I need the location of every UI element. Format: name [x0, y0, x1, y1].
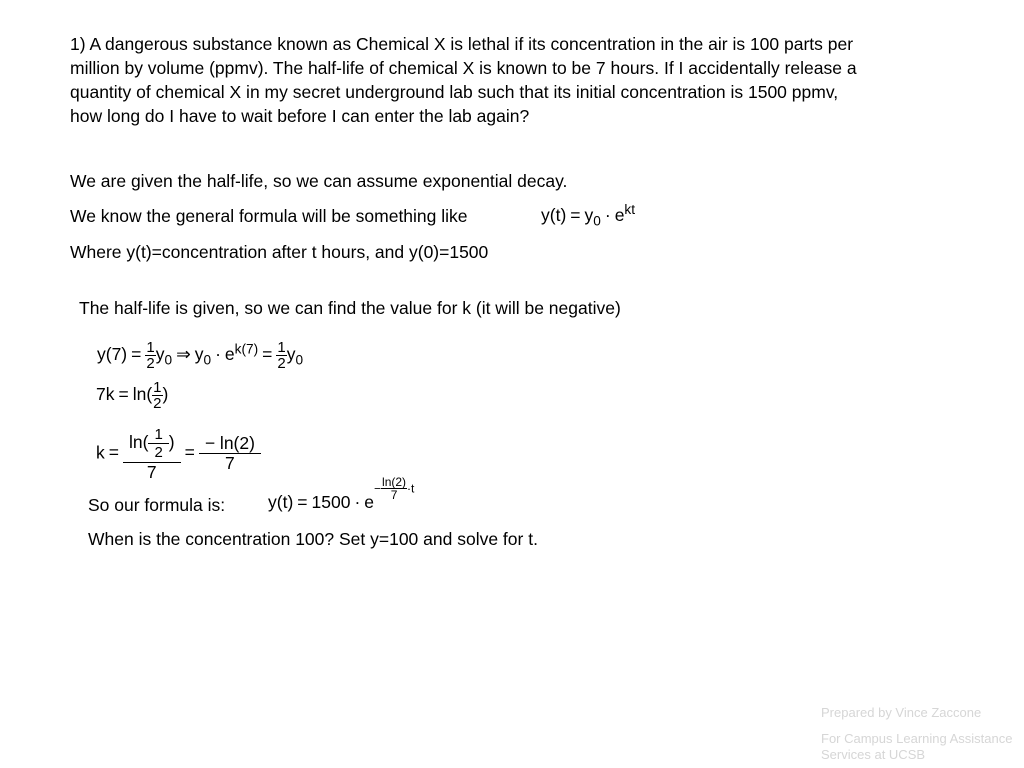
ln-open: ln( [132, 384, 153, 405]
problem-statement [70, 32, 1000, 128]
eq3-lhs: k [96, 442, 105, 463]
ln-close: ) [162, 384, 169, 405]
y-var: y [155, 344, 165, 365]
denominator: 7 [199, 453, 261, 474]
eq2-lhs: 7k [96, 384, 115, 405]
eq1-lhs: y(7) [97, 344, 128, 365]
numerator: 1 [154, 426, 163, 443]
one-half-fraction [152, 380, 162, 411]
general-formula [541, 202, 636, 229]
denominator: 2 [146, 355, 155, 372]
one-half-fraction [276, 340, 286, 371]
subscript-zero: 0 [203, 352, 212, 368]
equals-sign: = [108, 442, 119, 463]
numerator: − ln(2) [204, 432, 255, 453]
exponent: kt [624, 202, 636, 218]
subscript-zero: 0 [295, 352, 304, 368]
prepared-by: Prepared by Vince Zaccone [821, 705, 982, 720]
halflife-equation [97, 340, 303, 371]
equals-sign: = [118, 384, 129, 405]
assume-text: We are given the half-life, so we can assume exponential decay. [70, 171, 568, 191]
minus-sign: − [374, 481, 382, 496]
times-t: ·t [407, 481, 415, 496]
denominator: 2 [277, 355, 286, 372]
numerator: ln(2) [382, 475, 407, 489]
k-fraction [123, 425, 181, 483]
problem-line-1: 1) A dangerous substance known as Chemical X is lethal if its concentration in the air is 100 parts per [70, 34, 854, 54]
y-var: y [286, 344, 296, 365]
our-formula-text: So our formula is: [88, 495, 226, 515]
numerator: 1 [277, 339, 286, 356]
final-formula [268, 475, 415, 516]
subscript-zero: 0 [164, 352, 173, 368]
exponent-fraction [381, 476, 407, 501]
equals-sign: = [297, 492, 308, 513]
dot-operator: · [354, 492, 361, 513]
denominator: 7 [381, 488, 407, 501]
final-exponent [374, 476, 414, 501]
general-formula-text: We know the general formula will be something like [70, 206, 468, 226]
problem-line-4: how long do I have to wait before I can enter the lab again? [70, 106, 530, 126]
coefficient: 1500 [311, 492, 351, 513]
exponent: k(7) [234, 341, 259, 357]
e-base: e [614, 205, 625, 225]
denominator: 2 [153, 395, 162, 412]
y-var: y [584, 205, 594, 225]
numerator [123, 425, 181, 462]
subscript-zero: 0 [593, 213, 601, 229]
where-text: Where y(t)=concentration after t hours, and y(0)=1500 [70, 242, 489, 262]
ln-open: ln( [128, 432, 149, 453]
when-text: When is the concentration 100? Set y=100 and solve for t. [88, 529, 538, 549]
final-lhs: y(t) [268, 492, 294, 513]
for-campus: For Campus Learning Assistance Services at UCSB [821, 731, 1013, 762]
problem-line-3: quantity of chemical X in my secret underground lab such that its initial concentration is 1500 ppmv, [70, 82, 839, 102]
e-base: e [224, 344, 235, 365]
numerator: 1 [146, 339, 155, 356]
equals-sign: = [570, 205, 581, 225]
equals-sign: = [184, 442, 195, 463]
equals-sign: = [131, 344, 142, 365]
k-equation [96, 425, 261, 483]
halflife-text: The half-life is given, so we can find the value for k (it will be negative) [79, 298, 621, 318]
denominator: 7 [123, 462, 181, 483]
equals-sign: = [262, 344, 273, 365]
ln-close: ) [168, 432, 175, 453]
y-var: y [194, 344, 204, 365]
denominator: 2 [148, 443, 168, 461]
one-half-fraction [148, 426, 168, 461]
implies-arrow: ⇒ [176, 344, 191, 365]
dot-operator: · [604, 205, 611, 225]
dot-operator: · [215, 344, 221, 365]
general-lhs: y(t) [541, 205, 567, 225]
numerator: 1 [153, 379, 162, 396]
one-half-fraction [145, 340, 155, 371]
ln-equation [96, 380, 168, 411]
problem-line-2: million by volume (ppmv). The half-life of chemical X is known to be 7 hours. If I accidentally release a [70, 58, 857, 78]
e-base: e [364, 492, 375, 513]
neg-ln2-fraction [199, 434, 261, 474]
